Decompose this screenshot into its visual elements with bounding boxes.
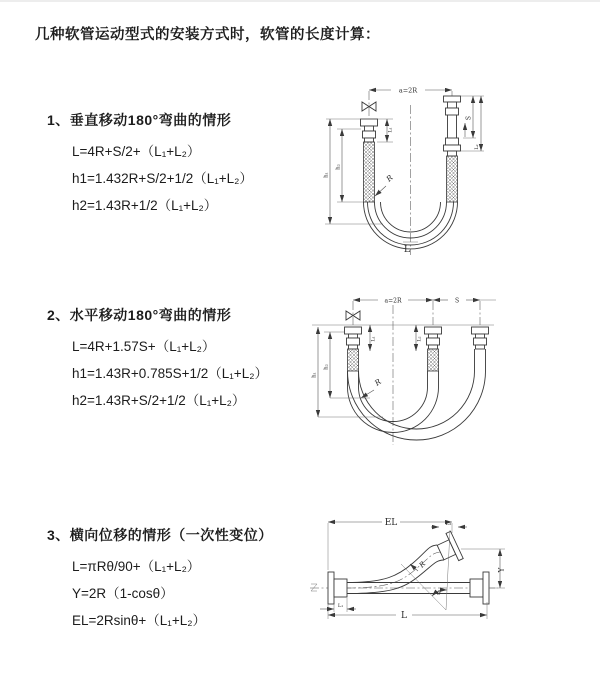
- angle-label-theta: θ: [437, 590, 441, 597]
- formula-line: h1=1.432R+S/2+1/2（L₁+L₂）: [72, 171, 253, 186]
- formula-line: EL=2Rsinθ+（L₁+L₂）: [72, 613, 206, 628]
- top-dimensions: [353, 298, 496, 326]
- radius-label: R: [417, 560, 428, 570]
- right-fitting: [444, 96, 461, 202]
- l-dimension: [328, 602, 487, 621]
- l1-dimension: [377, 119, 394, 142]
- braided-hose-section: [348, 349, 359, 371]
- s-curve-hose: [347, 545, 444, 594]
- diagram-vertical-180-bend: [303, 75, 558, 263]
- l1-dimension: [320, 598, 356, 612]
- right-fitting: [470, 572, 489, 604]
- moved-fitting: [472, 327, 489, 371]
- el-dimension: [328, 518, 452, 570]
- formula-line: L=4R+S/2+（L₁+L₂）: [72, 144, 201, 159]
- stroke-dimensions: [461, 96, 484, 151]
- length-label: L: [403, 244, 411, 255]
- middle-fitting: [425, 327, 442, 387]
- dimension-label-l1: L₁: [337, 603, 344, 609]
- dimension-label-y: Y: [496, 567, 506, 573]
- hose-u-bend: [348, 371, 486, 440]
- dimension-label-s: S: [465, 115, 473, 121]
- dimension-label-a2r: a=2R: [384, 297, 402, 305]
- formula-line: h1=1.43R+0.785S+1/2（L₁+L₂）: [72, 366, 268, 381]
- section-1: [47, 110, 253, 219]
- fitting-length-dimensions: [370, 325, 423, 351]
- formula-line: L=πRθ/90+（L₁+L₂）: [72, 559, 201, 574]
- diagram-lateral-displacement: [300, 502, 592, 644]
- left-fitting: [328, 572, 347, 604]
- center-line: [369, 91, 452, 255]
- section-1-heading: 1、垂直移动180°弯曲的情形: [47, 112, 232, 128]
- dimension-label-l2: L₂: [445, 521, 452, 527]
- dimension-a2r: [369, 87, 452, 95]
- section-2-heading: 2、水平移动180°弯曲的情形: [47, 307, 232, 323]
- page-title: 几种软管运动型式的安装方式时，软管的长度计算：: [35, 27, 380, 43]
- dimension-label-l1: L₁: [370, 336, 377, 342]
- dimension-label-h1: h₁: [323, 172, 330, 178]
- dimension-label-h1: h₁: [311, 372, 318, 378]
- braided-hose-section: [447, 156, 458, 202]
- radius-label: R: [384, 173, 395, 184]
- radius-callout: [361, 377, 383, 398]
- radius-label: R: [372, 377, 383, 388]
- dimension-label-l2: L₂: [416, 336, 423, 342]
- braided-hose-section: [364, 142, 375, 202]
- dimension-label-h2: h₂: [335, 164, 342, 170]
- dimension-label-s: S: [454, 297, 460, 305]
- formula-line: L=4R+1.57S+（L₁+L₂）: [72, 339, 216, 354]
- dimension-label-l1: L₁: [387, 127, 394, 133]
- diagram-horizontal-180-bend: [298, 285, 585, 463]
- section-3: [47, 525, 273, 634]
- section-3-heading: 3、横向位移的情形（一次性变位）: [47, 527, 273, 543]
- formula-line: h2=1.43R+S/2+1/2（L₁+L₂）: [72, 393, 246, 408]
- formula-line: Y=2R（1-cosθ）: [72, 586, 174, 601]
- left-fitting: [361, 119, 378, 202]
- height-dimensions: [324, 119, 394, 224]
- dimension-label-el: EL: [384, 518, 398, 528]
- formula-line: h2=1.43R+1/2（L₁+L₂）: [72, 198, 218, 213]
- section-2: [47, 305, 268, 414]
- braided-hose-section: [428, 349, 439, 371]
- dimension-label-l: L: [401, 611, 407, 621]
- dimension-label-l2: L₂: [474, 144, 480, 150]
- radius-callout: [375, 173, 395, 196]
- angle-construction: [401, 530, 450, 610]
- dimension-label-h2: h₂: [323, 364, 330, 370]
- dimension-label-a2r: a=2R: [398, 86, 418, 95]
